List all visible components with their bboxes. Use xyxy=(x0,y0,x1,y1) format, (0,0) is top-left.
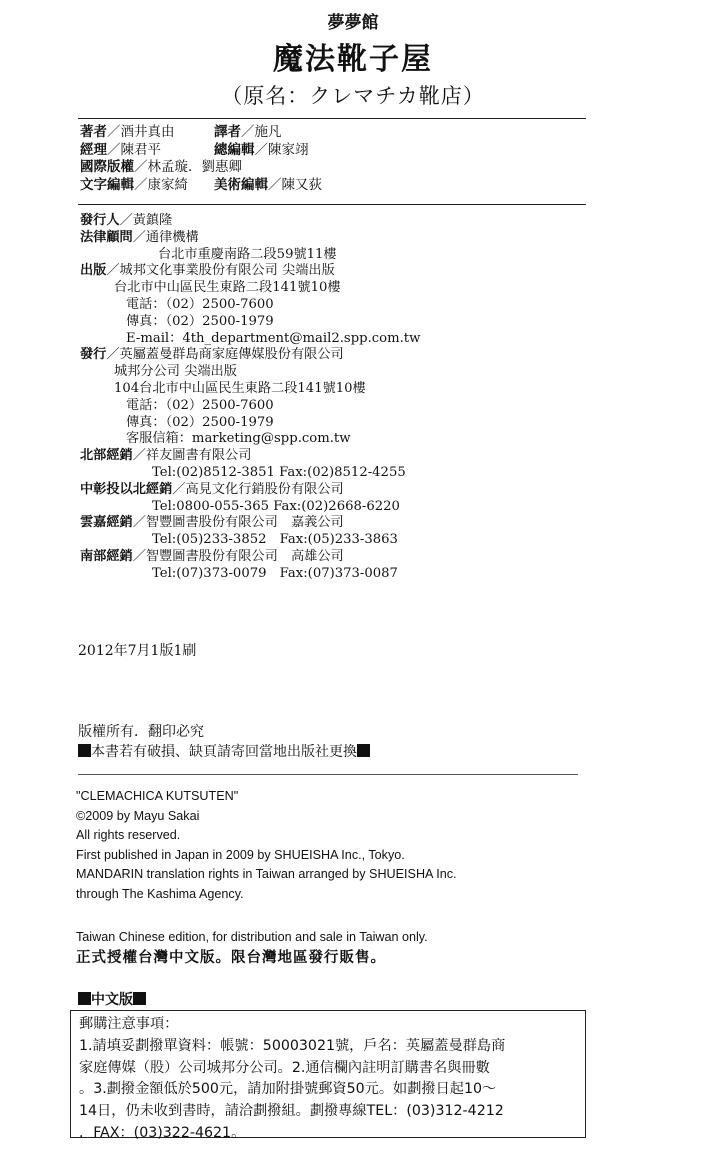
credits-block xyxy=(80,124,322,194)
north-label: 北部經銷 xyxy=(80,448,133,464)
credit-value: ／林孟璇．劉惠卿 xyxy=(134,159,242,175)
black-square-icon xyxy=(133,992,146,1005)
black-square-icon xyxy=(78,992,91,1005)
dist-mail: 客服信箱：marketing@spp.com.tw xyxy=(126,431,351,447)
credit-value: ／陳家翊 xyxy=(254,141,309,158)
credit-row xyxy=(80,141,309,160)
yunjia-value: ／智豐圖書股份有限公司 嘉義公司 xyxy=(132,515,344,531)
pub-address: 台北市中山區民生東路二段141號10樓 xyxy=(114,280,341,296)
north-tel: Tel:(02)8512-3851 Fax:(02)8512-4255 xyxy=(152,464,406,480)
credit-value: ／陳又荻 xyxy=(268,176,322,193)
credit-label: 美術編輯 xyxy=(214,176,268,193)
credit-label: 著者 xyxy=(80,124,107,140)
book-title: 魔法靴子屋 xyxy=(273,42,433,77)
english-line: "CLEMACHICA KUTSUTEN" xyxy=(76,789,239,803)
chinese-edition-heading xyxy=(78,989,146,1009)
print-edition: 2012年7月1版1刷 xyxy=(78,643,197,659)
english-line: ©2009 by Mayu Sakai xyxy=(76,808,200,823)
chinese-edition-label: 中文版 xyxy=(91,992,133,1008)
postal-line: 1.請填妥劃撥單資料：帳號：50003021號，戶名：英屬蓋曼群島商 xyxy=(79,1037,506,1054)
black-square-icon xyxy=(357,744,370,757)
yunjia-label: 雲嘉經銷 xyxy=(80,515,133,531)
credit-row xyxy=(80,176,322,195)
credit-value: ／康家綺 xyxy=(134,176,188,193)
south-label: 南部經銷 xyxy=(80,548,133,564)
north-value: ／祥友圖書有限公司 xyxy=(132,448,252,464)
credit-label: 經理 xyxy=(80,141,107,158)
postal-notice-box xyxy=(70,1010,586,1141)
english-line: through The Kashima Agency. xyxy=(76,886,244,901)
return-notice-row xyxy=(78,742,370,762)
publisher-block xyxy=(80,213,420,583)
credit-value: ／陳君平 xyxy=(107,141,161,158)
issuer-value: ／黃鎮隆 xyxy=(119,213,173,228)
central-tel: Tel:0800-055-365 Fax:(02)2668-6220 xyxy=(152,498,400,514)
credit-label: 總編輯 xyxy=(214,141,255,158)
pub-tel: 電話：（02）2500-7600 xyxy=(126,296,274,312)
dist-address: 104台北市中山區民生東路二段141號10樓 xyxy=(114,380,366,396)
central-value: ／高見文化行銷股份有限公司 xyxy=(172,481,344,497)
central-label: 中彰投以北經銷 xyxy=(80,481,173,497)
issuer-label: 發行人 xyxy=(80,213,120,228)
postal-line: ．FAX：(03)322-4621。 xyxy=(79,1124,246,1141)
english-line: First published in Japan in 2009 by SHUEISHA Inc., Tokyo. xyxy=(76,847,405,862)
south-tel: Tel:(07)373-0079 Fax:(07)373-0087 xyxy=(152,565,398,581)
credit-label: 譯者 xyxy=(214,124,241,140)
rights-block xyxy=(78,722,370,762)
postal-line: 家庭傳媒（股）公司城邦分公司。2.通信欄內註明訂購書名與冊數 xyxy=(79,1059,490,1076)
dist-value: ／英屬蓋曼群島商家庭傳媒股份有限公司 xyxy=(106,347,344,363)
postal-line: 。3.劃撥金額低於500元，請加附掛號郵資50元。如劃撥日起10～ xyxy=(79,1081,497,1098)
postal-line: 14日，仍未收到書時，請洽劃撥組。劃撥專線TEL：(03)312-4212 xyxy=(79,1103,504,1120)
dist-tel: 電話：（02）2500-7600 xyxy=(126,397,274,413)
divider xyxy=(78,118,586,119)
edition-note: Taiwan Chinese edition, for distribution and sale in Taiwan only. xyxy=(76,930,428,944)
original-title: （原名：クレマチカ靴店） xyxy=(221,84,485,108)
credit-label: 國際版權 xyxy=(80,159,134,175)
dist-label: 發行 xyxy=(80,347,107,363)
yunjia-tel: Tel:(05)233-3852 Fax:(05)233-3863 xyxy=(152,532,398,548)
legal-address: 台北市重慶南路二段59號11樓 xyxy=(158,246,337,262)
series-name: 夢夢館 xyxy=(327,13,379,33)
rights-reserved: 版權所有．翻印必究 xyxy=(78,724,204,740)
credit-value: ／酒井真由 xyxy=(107,124,175,140)
legal-value: ／通律機構 xyxy=(132,229,199,245)
pub-label: 出版 xyxy=(80,263,107,279)
pub-value: ／城邦文化事業股份有限公司 尖端出版 xyxy=(106,263,335,279)
credit-value: ／施凡 xyxy=(241,124,282,140)
divider xyxy=(78,204,586,205)
english-copyright xyxy=(76,787,457,905)
south-value: ／智豐圖書股份有限公司 高雄公司 xyxy=(132,548,344,564)
dist-branch: 城邦分公司 尖端出版 xyxy=(114,364,237,380)
credit-row xyxy=(80,124,282,142)
return-notice: 本書若有破損、缺頁請寄回當地出版社更換 xyxy=(91,744,357,760)
pub-email: E-mail：4th_department@mail2.spp.com.tw xyxy=(126,330,421,346)
official-notice: 正式授權台灣中文版。限台灣地區發行販售。 xyxy=(76,950,386,966)
black-square-icon xyxy=(78,744,91,757)
credit-label: 文字編輯 xyxy=(80,176,134,193)
legal-label: 法律顧問 xyxy=(80,229,133,245)
dist-fax: 傳真：（02）2500-1979 xyxy=(126,414,274,430)
english-line: All rights reserved. xyxy=(76,828,181,843)
credit-row xyxy=(80,159,242,177)
english-line: MANDARIN translation rights in Taiwan arranged by SHUEISHA Inc. xyxy=(76,867,457,882)
divider xyxy=(78,774,578,775)
pub-fax: 傳真：（02）2500-1979 xyxy=(126,313,274,329)
postal-heading: 郵購注意事項： xyxy=(79,1016,179,1032)
